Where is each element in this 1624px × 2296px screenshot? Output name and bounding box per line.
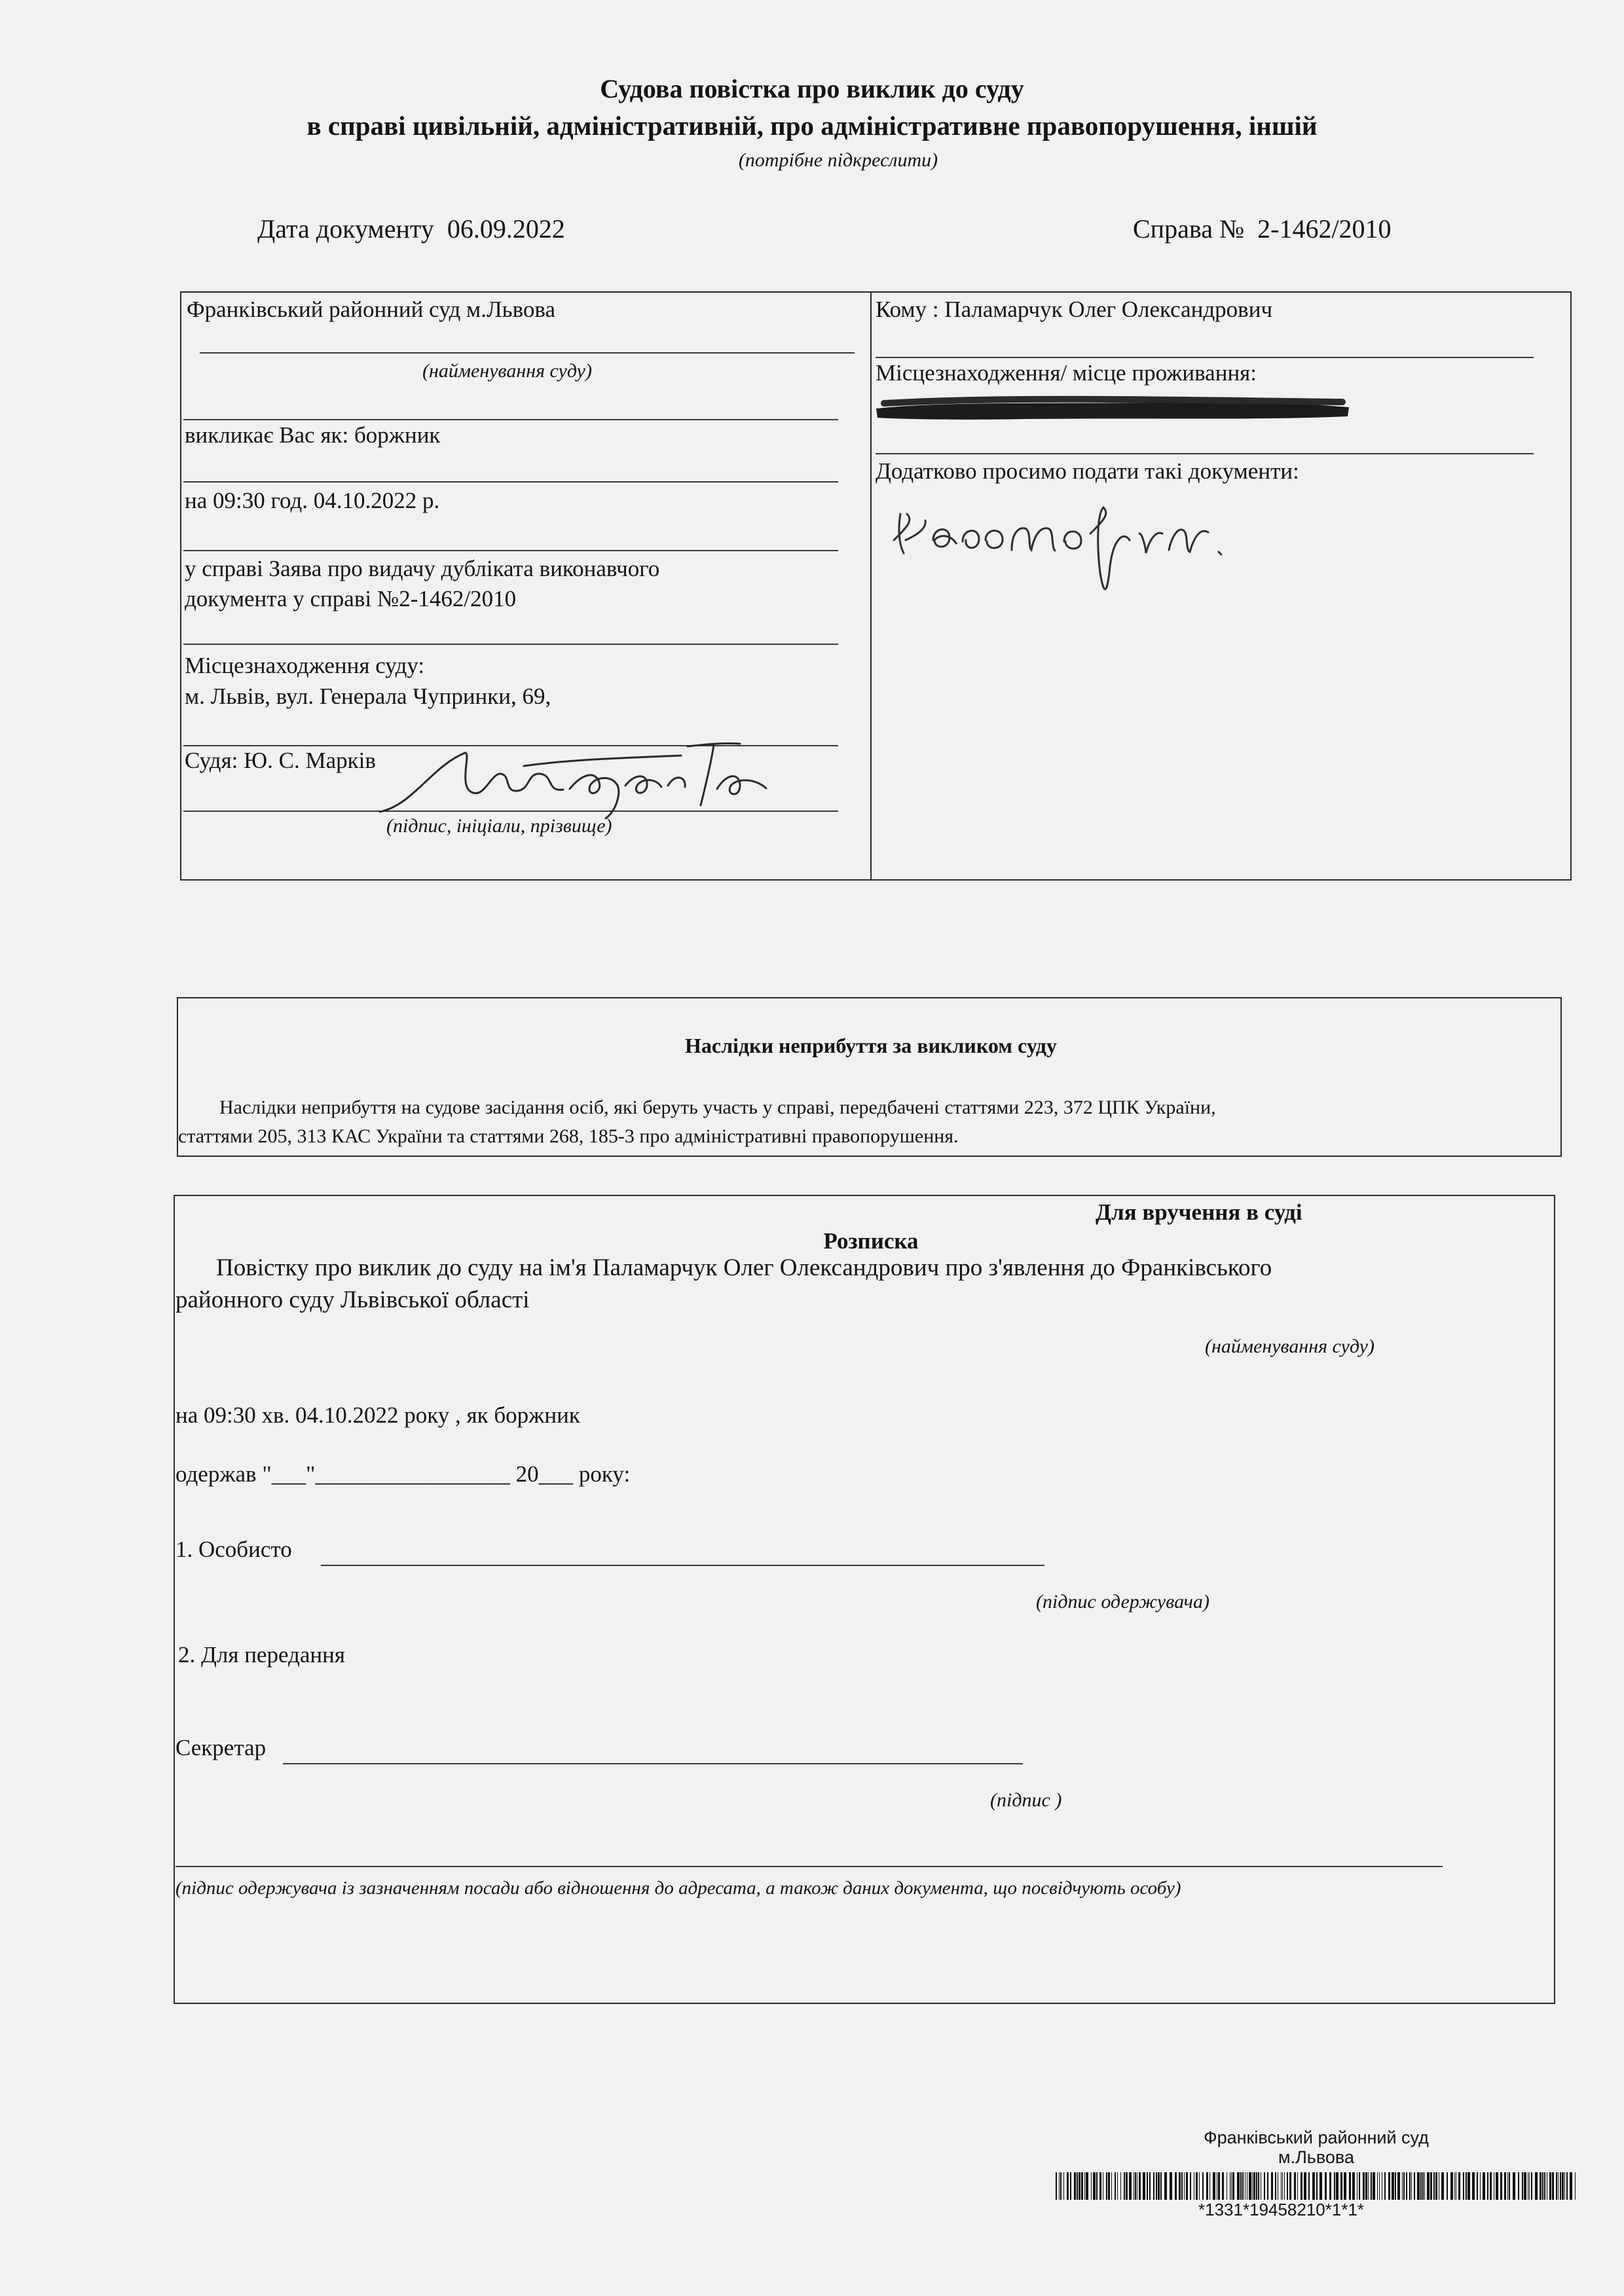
barcode-bar [1365,2172,1367,2200]
barcode-bar [1435,2172,1437,2200]
barcode-bar [1074,2172,1076,2200]
barcode-bar [1237,2172,1240,2200]
barcode-bar [1202,2172,1204,2200]
barcode-bar [1406,2172,1407,2200]
column-divider [870,291,872,881]
personal-label: 1. Особисто [175,1537,292,1562]
receipt-line1: Повістку про виклик до суду на ім'я Паламарчук Олег Олександрович про з'явлення до Франківського [216,1254,1272,1281]
barcode-bar [1267,2172,1268,2200]
barcode-bar [1196,2172,1198,2200]
barcode-bar [1334,2172,1335,2200]
barcode-bar [1264,2172,1265,2200]
barcode-bar [1206,2172,1208,2200]
barcode-bar [1352,2172,1355,2200]
barcode-bar [1522,2172,1523,2200]
barcode-bar [1135,2172,1136,2200]
barcode-bar [1433,2172,1435,2200]
barcode-bar [1060,2172,1061,2200]
personal-signature-line [321,1565,1044,1566]
barcode-bar [1304,2172,1306,2200]
barcode-bar [1294,2172,1296,2200]
barcode-bar [1084,2172,1085,2200]
barcode-bar [1158,2172,1160,2200]
summons-role: викликає Вас як: боржник [185,422,441,448]
barcode-bar [1096,2172,1098,2200]
barcode-bar [1181,2172,1183,2200]
barcode-bar [1067,2172,1069,2200]
barcode [1056,2172,1579,2200]
barcode-bar [1570,2172,1572,2200]
barcode-bar [1556,2172,1557,2200]
barcode-bar [1179,2172,1181,2200]
barcode-bar [1450,2172,1453,2200]
divider-line [183,644,838,645]
underline-hint: (потрібне підкреслити) [738,149,938,171]
barcode-bar [1427,2172,1430,2200]
barcode-bar [1414,2172,1415,2200]
judge-signature [373,727,779,831]
barcode-bar [1093,2172,1096,2200]
barcode-bar [1320,2172,1322,2200]
recipient-details-line [175,1866,1443,1867]
barcode-bar [1301,2172,1302,2200]
receipt-court-hint: (найменування суду) [1205,1336,1375,1357]
barcode-bar [1271,2172,1273,2200]
barcode-bar [1463,2172,1464,2200]
recipient-details-hint: (підпис одержувача із зазначенням посади або відношення до адресата, а також даних документа, що посвідчують особу) [175,1878,1181,1899]
personal-signature-hint: (підпис одержувача) [1036,1591,1209,1613]
barcode-bar [1560,2172,1561,2200]
barcode-bar [1349,2172,1351,2200]
barcode-bar [1175,2172,1177,2200]
barcode-bar [1256,2172,1257,2200]
barcode-bar [1483,2172,1485,2200]
barcode-bar [1108,2172,1110,2200]
barcode-bar [1340,2172,1342,2200]
barcode-bar [1552,2172,1554,2200]
barcode-bar [1077,2172,1078,2200]
documents-label: Додатково просимо подати такі документи: [876,458,1299,484]
barcode-bar [1111,2172,1112,2200]
date-value: 06.09.2022 [447,214,565,244]
barcode-bar [1507,2172,1508,2200]
case-number [1133,213,1392,244]
barcode-bar [1487,2172,1488,2200]
barcode-bar [1477,2172,1478,2200]
consequences-title: Наслідки неприбуття за викликом суду [685,1034,1057,1057]
barcode-bar [1540,2172,1541,2200]
barcode-bar [1411,2172,1412,2200]
barcode-bar [1091,2172,1092,2200]
barcode-bar [1164,2172,1167,2200]
footer-court-line1: Франківський районний суд [1204,2128,1429,2147]
barcode-bar [1289,2172,1291,2200]
barcode-bar [1430,2172,1432,2200]
barcode-bar [1282,2172,1283,2200]
barcode-bar [1081,2172,1083,2200]
barcode-bar [1275,2172,1276,2200]
barcode-bar [1424,2172,1425,2200]
receipt-time: на 09:30 хв. 04.10.2022 року , як боржник [175,1402,580,1428]
barcode-bar [1126,2172,1128,2200]
secretary-signature-hint: (підпис ) [990,1789,1062,1811]
received-date: одержав "___"_________________ 20___ року: [175,1461,631,1487]
barcode-bar [1496,2172,1498,2200]
signature-hint: (підпис, ініціали, прізвище) [386,815,612,837]
barcode-bar [1480,2172,1481,2200]
court-name-hint: (найменування суду) [422,360,592,382]
barcode-bar [1124,2172,1125,2200]
barcode-bar [1325,2172,1327,2200]
barcode-bar [1403,2172,1405,2200]
case-label: Справа № [1133,214,1245,244]
barcode-bar [1153,2172,1154,2200]
recipient-name: Кому : Паламарчук Олег Олександрович [876,297,1273,322]
barcode-bar [1139,2172,1141,2200]
summons-title: Судова повістка про виклик до суду [600,74,1024,103]
court-name: Франківський районний суд м.Львова [187,297,556,322]
barcode-bar [1120,2172,1121,2200]
barcode-bar [1558,2172,1559,2200]
case-description-line1: у справі Заява про видачу дубліката виконавчого [185,556,660,581]
barcode-bar [1186,2172,1188,2200]
receipt-corner-label: Для вручення в суді [1096,1199,1302,1225]
barcode-bar [1222,2172,1224,2200]
barcode-bar [1147,2172,1148,2200]
barcode-bar [1409,2172,1411,2200]
barcode-bar [1231,2172,1232,2200]
barcode-bar [1531,2172,1532,2200]
barcode-bar [1308,2172,1310,2200]
case-description-line2: документа у справі №2-1462/2010 [185,586,517,611]
barcode-bar [1117,2172,1118,2200]
barcode-bar [1199,2172,1200,2200]
receipt-line2: районного суду Львівської області [175,1286,530,1313]
barcode-bar [1070,2172,1071,2200]
barcode-bar [1106,2172,1107,2200]
barcode-bar [1447,2172,1448,2200]
barcode-bar [1213,2172,1215,2200]
residence-label: Місцезнаходження/ місце проживання: [876,360,1257,386]
barcode-bar [1371,2172,1372,2200]
residence-line [876,453,1534,454]
barcode-bar [1368,2172,1369,2200]
barcode-bar [1249,2172,1251,2200]
barcode-bar [1316,2172,1318,2200]
barcode-bar [1336,2172,1338,2200]
barcode-bar [1504,2172,1506,2200]
receipt-title: Розписка [823,1228,919,1254]
barcode-bar [1359,2172,1360,2200]
barcode-bar [1500,2172,1502,2200]
barcode-bar [1441,2172,1444,2200]
barcode-bar [1245,2172,1246,2200]
barcode-bar [1422,2172,1424,2200]
barcode-bar [1059,2172,1060,2200]
barcode-bar [1232,2172,1234,2200]
consequences-text-line2: статтями 205, 313 КАС України та статтями 268, 185-3 про адміністративні правопорушення. [178,1125,959,1147]
barcode-bar [1377,2172,1378,2200]
barcode-bar [1056,2172,1057,2200]
divider-line [183,419,838,420]
barcode-bar [1218,2172,1220,2200]
barcode-bar [1190,2172,1191,2200]
barcode-bar [1392,2172,1394,2200]
barcode-bar [1115,2172,1116,2200]
secretary-signature-line [283,1763,1023,1764]
barcode-bar [1564,2172,1565,2200]
barcode-bar [1373,2172,1375,2200]
barcode-bar [1542,2172,1543,2200]
court-name-line [200,352,855,354]
barcode-bar [1170,2172,1172,2200]
barcode-bar [1156,2172,1157,2200]
barcode-bar [1454,2172,1455,2200]
date-label: Дата документу [257,214,434,244]
barcode-bar [1472,2172,1475,2200]
court-location-value: м. Львів, вул. Генерала Чупринки, 69, [185,683,551,709]
summons-subtitle: в справі цивільній, адміністративній, про адміністративне правопорушення, іншій [306,111,1318,141]
barcode-bar [1297,2172,1298,2200]
consequences-text-line1: Наслідки неприбуття на судове засідання осіб, які беруть участь у справі, передбачені статтями 223, 372 ЦПК України, [219,1097,1216,1118]
barcode-bar [1063,2172,1064,2200]
barcode-bar [1184,2172,1185,2200]
barcode-bar [1420,2172,1422,2200]
barcode-bar [1549,2172,1551,2200]
barcode-bar [1417,2172,1420,2200]
barcode-bar [1513,2172,1515,2200]
barcode-bar [1490,2172,1492,2200]
barcode-bar [1388,2172,1390,2200]
divider-line [183,481,838,483]
barcode-bar [1281,2172,1282,2200]
court-location-label: Місцезнаходження суду: [185,653,425,678]
recipient-line [876,357,1534,358]
barcode-bar [1458,2172,1460,2200]
barcode-bar [1160,2172,1162,2200]
barcode-bar [1544,2172,1545,2200]
barcode-bar [1143,2172,1145,2200]
barcode-bar [1252,2172,1253,2200]
footer-court-line2: м.Львова [1278,2147,1354,2167]
barcode-bar [1379,2172,1380,2200]
barcode-bar [1466,2172,1467,2200]
barcode-bar [1524,2172,1526,2200]
barcode-bar [1284,2172,1285,2200]
barcode-bar [1312,2172,1315,2200]
barcode-bar [1129,2172,1132,2200]
barcode-bar [1575,2172,1576,2200]
secretary-label: Секретар [175,1735,267,1760]
barcode-bar [1518,2172,1519,2200]
divider-line [183,550,838,551]
barcode-bar [1086,2172,1088,2200]
barcode-bar [1240,2172,1242,2200]
barcode-bar [1329,2172,1331,2200]
barcode-bar [1258,2172,1259,2200]
barcode-bar [1242,2172,1244,2200]
judge-name: Судя: Ю. С. Марків [185,748,376,773]
barcode-bar [1149,2172,1151,2200]
barcode-bar [1529,2172,1530,2200]
barcode-bar [1566,2172,1568,2200]
transfer-label: 2. Для передання [178,1642,345,1667]
handwritten-note [887,494,1228,606]
document-date [257,213,565,244]
barcode-bar [1384,2172,1386,2200]
barcode-bar [1209,2172,1210,2200]
barcode-bar [1562,2172,1564,2200]
barcode-bar [1287,2172,1288,2200]
barcode-bar [1467,2172,1470,2200]
barcode-bar [1363,2172,1365,2200]
barcode-bar [1079,2172,1080,2200]
redacted-address [871,388,1356,427]
barcode-bar [1344,2172,1346,2200]
barcode-bar [1509,2172,1510,2200]
barcode-bar [1395,2172,1396,2200]
case-value: 2-1462/2010 [1257,214,1392,244]
barcode-bar [1397,2172,1400,2200]
barcode-bar [1253,2172,1255,2200]
barcode-bar [1099,2172,1101,2200]
barcode-text: *1331*19458210*1*1* [1198,2200,1365,2219]
barcode-bar [1535,2172,1538,2200]
barcode-bar [1402,2172,1403,2200]
hearing-time: на 09:30 год. 04.10.2022 р. [185,488,440,513]
